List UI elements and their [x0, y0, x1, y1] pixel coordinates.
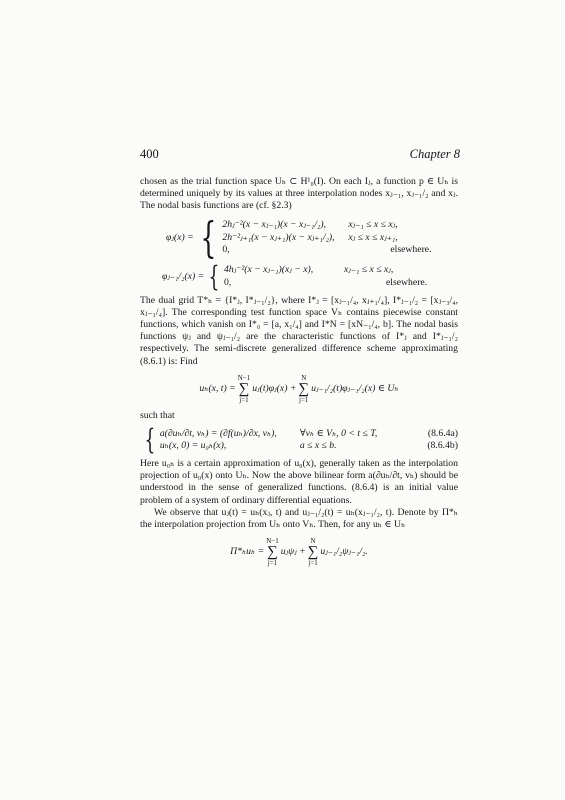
uh-term-2: uⱼ₋₁/₂(t)φⱼ₋₁/₂(x) ∈ Uₕ: [311, 382, 399, 394]
paragraph-interpolation: We observe that uⱼ(t) = uₕ(xⱼ, t) and uⱼ₋₁/₂(t) = uₕ(xⱼ₋₁/₂, t). Denote by Π*ₕ the interpolation projection from Uₕ onto Vₕ. Then, for any uₕ ∈ Uₕ: [140, 506, 458, 531]
eq-b-cond: a ≤ x ≤ b.: [299, 440, 337, 452]
chapter-label: Chapter 8: [409, 147, 460, 161]
sum-upper-limit: N−1: [266, 537, 279, 546]
page-body: [140, 176, 458, 573]
equation-system-8-6-4: [140, 423, 458, 457]
left-brace-icon: {: [208, 259, 220, 293]
sum-lower-limit: j=1: [267, 559, 278, 568]
eq-b-lhs: uₕ(x, 0) = u₀ₕ(x),: [159, 440, 227, 452]
sum-icon: N ∑ j=1: [307, 537, 319, 568]
eq-a-lhs: a(∂uₕ/∂t, vₕ) = (∂f(uₕ)/∂x, vₕ),: [159, 427, 277, 439]
pi-term-1: uⱼψⱼ +: [280, 546, 306, 558]
phi-half-cond-2: elsewhere.: [386, 276, 428, 288]
phi-j-cases: [222, 219, 431, 256]
paragraph-dual-grid: The dual grid T*ₕ = {I*ⱼ, I*ⱼ₋₁/₂}, where I*ⱼ = [xⱼ₋₁/₄, xⱼ₊₁/₄], I*ⱼ₋₁/₂ = [xⱼ₋₃/₄, xⱼ₋₁/₄]. The corresponding test function space Vₕ contains piecewise constant functions, which vanish on I*₀ = [a, x₁/₄] and I*N = [xN₋₁/₄, b]. The nodal basis functions ψⱼ and ψⱼ₋₁/₂ are the characteristic functions of I*ⱼ and I*ⱼ₋₁/₂ respectively. The semi-discrete generalized difference scheme approximating (8.6.1) is: Find: [140, 294, 458, 367]
phi-half-case-1: 4hⱼ⁻²(x − xⱼ₋₁)(xⱼ − x),: [224, 264, 314, 276]
uh-term-1: uⱼ(t)φⱼ(x) +: [252, 382, 297, 394]
left-brace-icon: {: [144, 423, 156, 457]
equation-phi-half: [162, 259, 458, 293]
equation-uh: [140, 374, 458, 404]
paragraph-trial-space: chosen as the trial function space Uₕ ⊂ H¹₀(I). On each Iⱼ, a function p ∈ Uₕ is determined uniquely by its values at three interpolation nodes xⱼ₋₁, xⱼ₋₁/₂ and xⱼ. The nodal basis functions are (cf. §2.3): [140, 176, 458, 212]
phi-half-cases: [224, 264, 427, 288]
sum-lower-limit: j=1: [299, 395, 309, 404]
phi-j-cond-3: elsewhere.: [390, 243, 432, 255]
eq-a-cond: ∀vₕ ∈ Vₕ, 0 < t ≤ T,: [299, 427, 378, 439]
sum-lower-limit: j=1: [308, 559, 318, 568]
phi-half-cond-1: xⱼ₋₁ ≤ x ≤ xⱼ,: [344, 264, 394, 276]
sum-icon: N ∑ j=1: [298, 373, 310, 404]
phi-half-lhs: φⱼ₋₁/₂(x) =: [162, 270, 205, 282]
sum-upper-limit: N: [301, 373, 307, 382]
such-that-text: such that: [140, 409, 175, 421]
sum-icon: N−1 ∑ j=1: [266, 537, 279, 568]
sum-icon: N−1 ∑ j=1: [237, 373, 251, 404]
equation-number-a: (8.6.4a): [427, 427, 458, 439]
equation-phi-j: [166, 212, 458, 262]
page-number: 400: [140, 147, 159, 161]
equation-pi: [140, 537, 458, 567]
paragraph-initial-value: Here u₀ₕ is a certain approximation of u₀(x), generally taken as the interpolation projection of u₀(x) onto Uₕ. Now the above bilinear form a(∂uₕ/∂t, vₕ) should be understood in the sense of generalized functions. (8.6.4) is an initial value problem of a system of ordinary differential equations.: [140, 458, 458, 506]
phi-j-lhs: φⱼ(x) =: [166, 231, 194, 243]
phi-j-case-1: 2hⱼ⁻²(x − xⱼ₋₁)(x − xⱼ₋₁/₂),: [222, 219, 327, 231]
sum-upper-limit: N: [310, 537, 316, 546]
phi-j-case-3: 0,: [222, 243, 230, 255]
sum-lower-limit: j=1: [239, 395, 249, 404]
equation-number-b: (8.6.4b): [427, 440, 458, 452]
phi-j-cond-1: xⱼ₋₁ ≤ x ≤ xⱼ,: [348, 219, 398, 231]
pi-term-2: uⱼ₋₁/₂ψⱼ₋₁/₂.: [320, 546, 368, 558]
phi-j-cond-2: xⱼ ≤ x ≤ xⱼ₊₁,: [348, 231, 398, 243]
uh-lhs: uₕ(x, t) =: [199, 382, 236, 394]
phi-half-case-2: 0,: [224, 276, 232, 288]
sum-upper-limit: N−1: [237, 373, 251, 382]
system-cases: [160, 428, 458, 452]
pi-lhs: Π*ₕuₕ =: [230, 546, 265, 558]
left-brace-icon: {: [199, 212, 217, 262]
phi-j-case-2: 2h⁻²ⱼ₊₁(x − xⱼ₊₁)(x − xⱼ₊₁/₂),: [222, 231, 335, 243]
